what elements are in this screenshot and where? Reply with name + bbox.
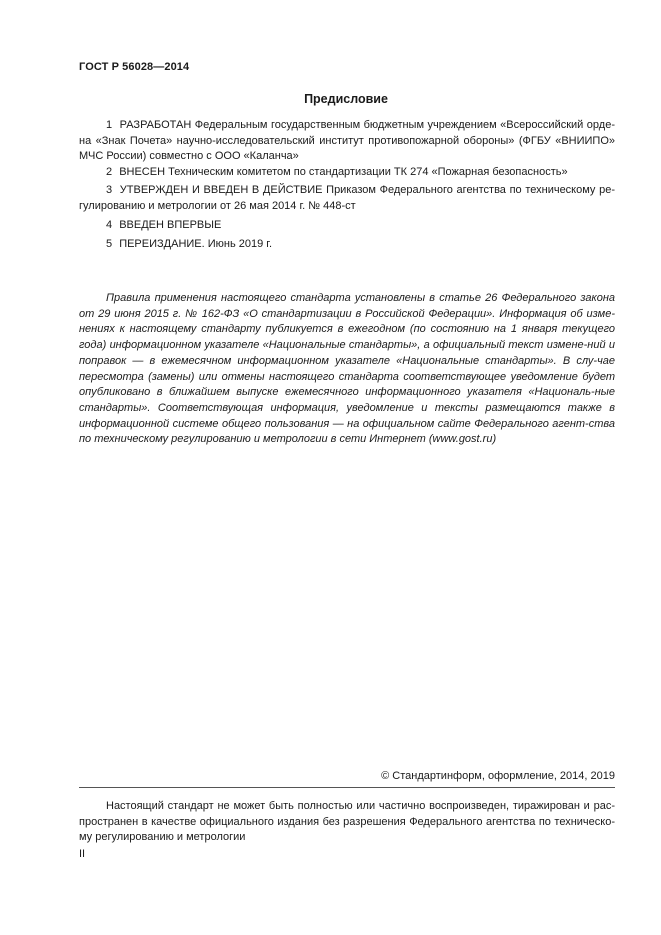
item-text: ВНЕСЕН Техническим комитетом по стандартизации ТК 274 «Пожарная безопасность»	[119, 166, 568, 178]
item-number: 2	[106, 166, 113, 178]
preface-item-1	[79, 118, 615, 165]
copyright-line: © Стандартинформ, оформление, 2014, 2019	[381, 770, 615, 782]
item-text: РАЗРАБОТАН Федеральным государственным бюджетным учреждением «Всероссийский орде-на «Знак Почета» научно-исследовательский институт противопожарной обороны» (ФГБУ «ВНИИПО» МЧС России) совместно с ООО «Каланча»	[79, 119, 615, 163]
item-number: 4	[106, 219, 113, 231]
document-code: ГОСТ Р 56028—2014	[79, 61, 190, 73]
preface-item-2	[79, 165, 615, 181]
reproduction-notice: Настоящий стандарт не может быть полностью или частично воспроизведен, тиражирован и рас-пространен в качестве официального издания без разрешения Федерального агентства по техническо-му регулированию и метрологии	[79, 800, 615, 844]
item-text: УТВЕРЖДЕН И ВВЕДЕН В ДЕЙСТВИЕ Приказом Федерального агентства по техническому ре-гулированию и метрологии от 26 мая 2014 г. № 448-ст	[79, 184, 615, 212]
item-number: 3	[106, 184, 113, 196]
item-number: 5	[106, 238, 113, 250]
footer-divider	[79, 787, 615, 788]
preface-item-3	[79, 183, 615, 214]
item-number: 1	[106, 119, 113, 131]
standard-application-note: Правила применения настоящего стандарта установлены в статье 26 Федерального закона от 29 июня 2015 г. № 162-ФЗ «О стандартизации в Российской Федерации». Информация об изме-нениях к настоящему стандарту публикуется в ежегодном (по состоянию на 1 января текущего года) информационном указателе «Национальные стандарты», а официальный текст измене-ний и поправок — в ежемесячном информационном указателе «Национальные стандарты». В слу-чае пересмотра (замены) или отмены настоящего стандарта соответствующее уведомление будет опубликовано в ближайшем выпуске ежемесячного информационного указателя «Националь-ные стандарты». Соответствующая информация, уведомление и тексты размещаются также в информационной системе общего пользования — на официальном сайте Федерального агент-ства по техническому регулированию и метрологии в сети Интернет (www.gost.ru)	[79, 292, 615, 446]
item-text: ВВЕДЕН ВПЕРВЫЕ	[119, 219, 222, 231]
item-text: ПЕРЕИЗДАНИЕ. Июнь 2019 г.	[119, 238, 273, 250]
page-number: II	[79, 848, 86, 860]
preface-item-4	[79, 218, 615, 234]
page-title: Предисловие	[304, 92, 388, 106]
preface-item-5	[79, 237, 615, 253]
